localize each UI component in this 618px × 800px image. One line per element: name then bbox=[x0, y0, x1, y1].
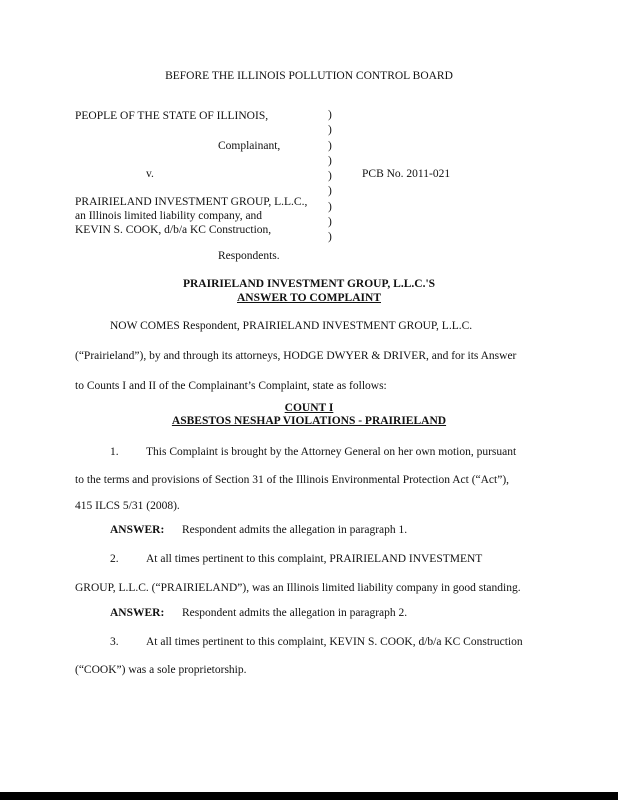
plaintiff-role: Complainant, bbox=[218, 140, 281, 152]
intro-line-2: (“Prairieland”), by and through its attorneys, HODGE DWYER & DRIVER, and for its Answer bbox=[75, 350, 517, 362]
document-subtitle: ANSWER TO COMPLAINT bbox=[237, 292, 381, 304]
defendant-description: an Illinois limited liability company, and bbox=[75, 210, 263, 222]
answer-1-label: ANSWER: bbox=[110, 524, 165, 536]
document-title: PRAIRIELAND INVESTMENT GROUP, L.L.C.'S bbox=[182, 278, 436, 290]
paragraph-1-line-1: This Complaint is brought by the Attorney General on her own motion, pursuant bbox=[146, 446, 517, 458]
answer-1-text: Respondent admits the allegation in paragraph 1. bbox=[182, 524, 408, 536]
paragraph-2-line-2: GROUP, L.L.C. (“PRAIRIELAND”), was an Illinois limited liability company in good standing. bbox=[75, 582, 521, 594]
count-subtitle: ASBESTOS NESHAP VIOLATIONS - PRAIRIELAND bbox=[171, 415, 447, 427]
page-bottom-edge bbox=[0, 792, 618, 800]
board-title: BEFORE THE ILLINOIS POLLUTION CONTROL BOARD bbox=[165, 70, 453, 82]
answer-2-text: Respondent admits the allegation in paragraph 2. bbox=[182, 607, 408, 619]
plaintiff-name: PEOPLE OF THE STATE OF ILLINOIS, bbox=[75, 110, 269, 122]
codefendant-name: KEVIN S. COOK, d/b/a KC Construction, bbox=[75, 224, 272, 236]
intro-line-1: NOW COMES Respondent, PRAIRIELAND INVESTMENT GROUP, L.L.C. bbox=[110, 320, 473, 332]
paragraph-1-line-2: to the terms and provisions of Section 31 of the Illinois Environmental Protection Act (“Act”), bbox=[75, 474, 510, 486]
paragraph-2-line-1: At all times pertinent to this complaint, PRAIRIELAND INVESTMENT bbox=[146, 553, 483, 565]
case-number: PCB No. 2011-021 bbox=[362, 168, 451, 180]
count-title: COUNT I bbox=[284, 402, 334, 414]
paragraph-1-number: 1. bbox=[110, 446, 119, 458]
answer-2-label: ANSWER: bbox=[110, 607, 165, 619]
paragraph-1-line-3: 415 ILCS 5/31 (2008). bbox=[75, 500, 180, 512]
caption-parentheses: ) ) ) ) ) ) ) ) ) bbox=[328, 109, 332, 244]
paragraph-3-line-2: (“COOK”) was a sole proprietorship. bbox=[75, 664, 247, 676]
paragraph-3-number: 3. bbox=[110, 636, 119, 648]
defendant-role: Respondents. bbox=[218, 250, 280, 262]
defendant-name: PRAIRIELAND INVESTMENT GROUP, L.L.C., bbox=[75, 196, 308, 208]
versus: v. bbox=[146, 168, 154, 180]
intro-line-3: to Counts I and II of the Complainant’s Complaint, state as follows: bbox=[75, 380, 387, 392]
paragraph-2-number: 2. bbox=[110, 553, 119, 565]
paragraph-3-line-1: At all times pertinent to this complaint, KEVIN S. COOK, d/b/a KC Construction bbox=[146, 636, 523, 648]
